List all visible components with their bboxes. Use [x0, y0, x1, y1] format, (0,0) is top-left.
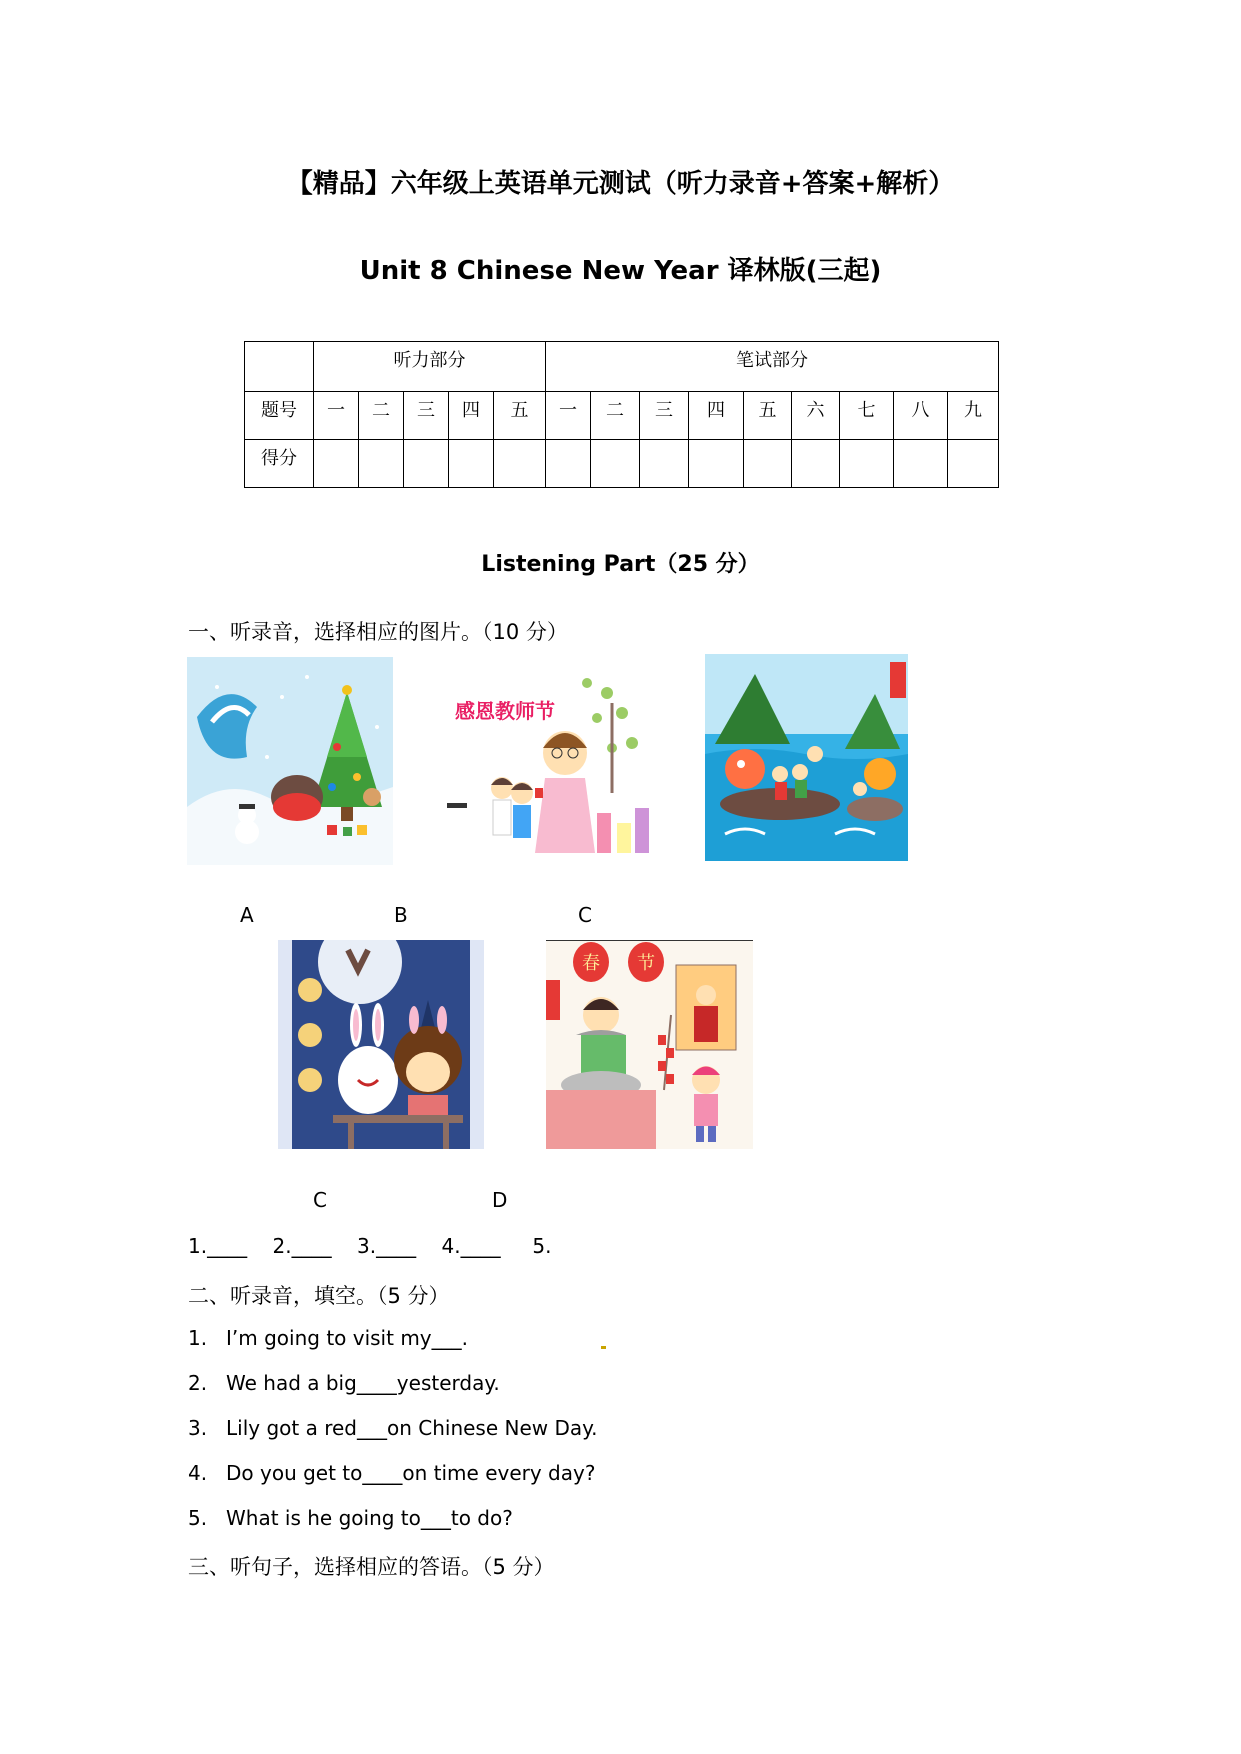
- item-number: 3.: [188, 1416, 208, 1440]
- listening-col: 四: [449, 392, 494, 440]
- writing-col: 五: [744, 392, 792, 440]
- spring-festival-picture: [546, 940, 753, 1149]
- score-cell[interactable]: [840, 440, 894, 488]
- score-cell[interactable]: [359, 440, 404, 488]
- item-text[interactable]: Do you get to____on time every day?: [226, 1461, 596, 1485]
- item-number: 5.: [188, 1506, 208, 1530]
- teachers-day-picture: [447, 663, 653, 871]
- writing-section-header: 笔试部分: [546, 342, 999, 392]
- writing-col: 八: [894, 392, 948, 440]
- writing-col: 一: [546, 392, 591, 440]
- stray-mark: [601, 1346, 606, 1349]
- score-cell[interactable]: [314, 440, 359, 488]
- question-2-item: [188, 1371, 500, 1395]
- writing-col: 二: [591, 392, 640, 440]
- item-text[interactable]: I’m going to visit my___.: [226, 1326, 468, 1350]
- listening-col: 三: [404, 392, 449, 440]
- score-cell[interactable]: [640, 440, 689, 488]
- lantern-festival-text: 节: [637, 953, 655, 974]
- teachers-day-text: 感恩教师节: [455, 699, 555, 723]
- question-2-item: [188, 1506, 513, 1530]
- item-text[interactable]: Lily got a red___on Chinese New Day.: [226, 1416, 598, 1440]
- option-label-a: A: [240, 903, 254, 927]
- listening-col: 二: [359, 392, 404, 440]
- question-number-row: [245, 392, 999, 440]
- question-2-item: [188, 1326, 468, 1350]
- score-row: [245, 440, 999, 488]
- writing-col: 九: [948, 392, 999, 440]
- score-table-corner: [245, 342, 314, 392]
- listening-col: 五: [494, 392, 546, 440]
- question-3-instruction: 三、听句子，选择相应的答语。（5 分）: [188, 1555, 555, 1579]
- listening-section-header: 听力部分: [314, 342, 546, 392]
- writing-col: 六: [792, 392, 840, 440]
- option-label-d: D: [492, 1188, 508, 1212]
- document-title: 【精品】六年级上英语单元测试（听力录音+答案+解析）: [286, 169, 955, 199]
- item-text[interactable]: We had a big____yesterday.: [226, 1371, 500, 1395]
- item-number: 4.: [188, 1461, 208, 1485]
- listening-part-heading: Listening Part（25 分）: [481, 552, 760, 577]
- score-cell[interactable]: [494, 440, 546, 488]
- question-1-instruction: 一、听录音，选择相应的图片。（10 分）: [188, 620, 568, 644]
- dragon-boat-picture: [705, 654, 908, 861]
- score-table: [244, 341, 999, 488]
- question-1-answer-blanks[interactable]: 1.____ 2.____ 3.____ 4.____ 5.: [188, 1234, 552, 1258]
- document-subtitle: Unit 8 Chinese New Year 译林版(三起): [359, 256, 882, 286]
- score-cell[interactable]: [792, 440, 840, 488]
- score-cell[interactable]: [744, 440, 792, 488]
- item-number: 2.: [188, 1371, 208, 1395]
- writing-col: 四: [689, 392, 744, 440]
- score-cell[interactable]: [546, 440, 591, 488]
- listening-col: 一: [314, 392, 359, 440]
- option-label-c: C: [578, 903, 592, 927]
- writing-col: 七: [840, 392, 894, 440]
- option-label-b: B: [394, 903, 408, 927]
- writing-col: 三: [640, 392, 689, 440]
- question-2-item: [188, 1461, 595, 1485]
- lantern-spring-text: 春: [582, 953, 600, 974]
- item-text[interactable]: What is he going to___to do?: [226, 1506, 513, 1530]
- score-cell[interactable]: [449, 440, 494, 488]
- item-number: 1.: [188, 1326, 208, 1350]
- mid-autumn-picture: [278, 940, 484, 1149]
- question-2-item: [188, 1416, 597, 1440]
- row-label-score: 得分: [245, 440, 314, 488]
- question-2-instruction: 二、听录音，填空。（5 分）: [188, 1284, 450, 1308]
- score-cell[interactable]: [948, 440, 999, 488]
- score-cell[interactable]: [689, 440, 744, 488]
- option-label-c2: C: [313, 1188, 327, 1212]
- score-cell[interactable]: [404, 440, 449, 488]
- row-label-number: 题号: [245, 392, 314, 440]
- christmas-picture: [187, 657, 393, 865]
- score-cell[interactable]: [894, 440, 948, 488]
- score-cell[interactable]: [591, 440, 640, 488]
